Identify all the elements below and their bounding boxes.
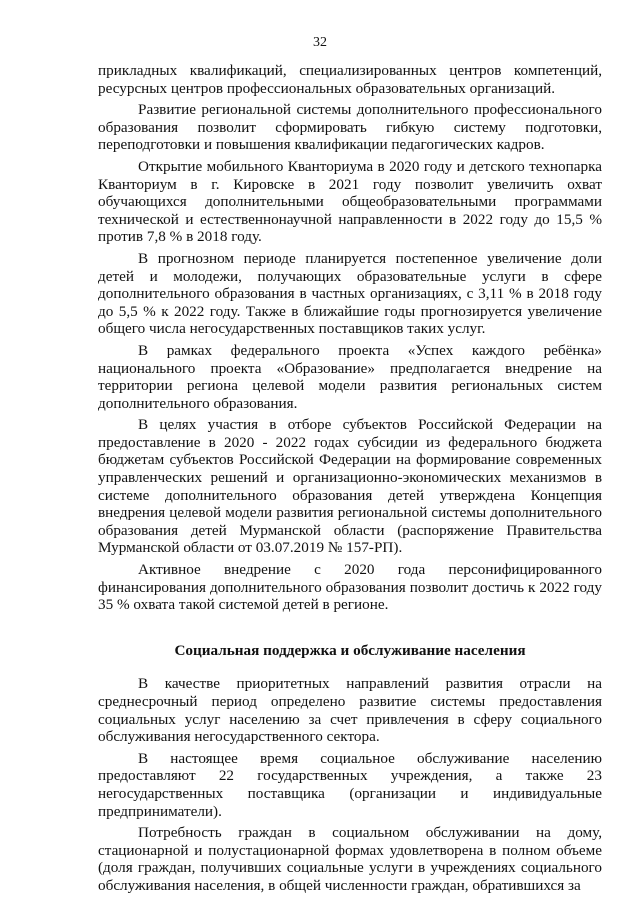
paragraph: В настоящее время социальное обслуживание населению предоставляют 22 государственных учреждения, а также 23 негосударственных поставщика (организации и индивидуальные предприниматели). [98, 749, 602, 820]
page-number: 32 [313, 35, 327, 50]
paragraph: Активное внедрение с 2020 года персонифицированного финансирования дополнительного образования позволит достичь к 2022 году 35 % охвата такой системой детей в регионе. [98, 561, 602, 614]
page-content [98, 62, 602, 899]
paragraph: Потребность граждан в социальном обслуживании на дому, стационарной и полустационарной формах удовлетворена в полном объеме (доля граждан, получивших социальные услуги в учреждениях социального обслуживания населения, в общей численности граждан, обратившихся за [98, 824, 602, 894]
paragraph: В прогнозном периоде планируется постепенное увеличение доли детей и молодежи, получающих образовательные услуги в сфере дополнительного образования в частных организациях, с 3,11 % в 2018 году до 5,5 % к 2022 году. Также в ближайшие годы прогнозируется увеличение общего числа негосударственных поставщиков таких услуг. [98, 249, 602, 338]
paragraph: прикладных квалификаций, специализированных центров компетенций, ресурсных центров профессиональных образовательных организаций. [98, 62, 602, 97]
paragraph: Открытие мобильного Кванториума в 2020 году и детского технопарка Кванториум в г. Кировске в 2021 году позволит увеличить охват обучающихся дополнительными общеобразовательными программами технической и естественнонаучной направленности в 2022 году до 15,5 % против 7,8 % в 2018 году. [98, 157, 602, 246]
paragraph: В целях участия в отборе субъектов Российской Федерации на предоставление в 2020 - 2022 годах субсидии из федерального бюджета бюджетам субъектов Российской Федерации на формирование современных управленческих решений и организационно-экономических механизмов в системе дополнительного образования детей утверждена Концепция внедрения целевой модели развития региональной системы дополнительного образования детей Мурманской области (распоряжение Правительства Мурманской области от 03.07.2019 № 157-РП). [98, 416, 602, 557]
section-heading: Социальная поддержка и обслуживание населения [174, 641, 526, 659]
paragraph: В рамках федерального проекта «Успех каждого ребёнка» национального проекта «Образование» предполагается внедрение на территории региона целевой модели развития региональных систем дополнительного образования. [98, 341, 602, 412]
paragraph: В качестве приоритетных направлений развития отрасли на среднесрочный период определено развитие системы предоставления социальных услуг населению за счет привлечения в сферу социального обслуживания негосударственного сектора. [98, 675, 602, 746]
paragraph: Развитие региональной системы дополнительного профессионального образования позволит сформировать гибкую систему подготовки, переподготовки и повышения квалификации педагогических кадров. [98, 101, 602, 154]
